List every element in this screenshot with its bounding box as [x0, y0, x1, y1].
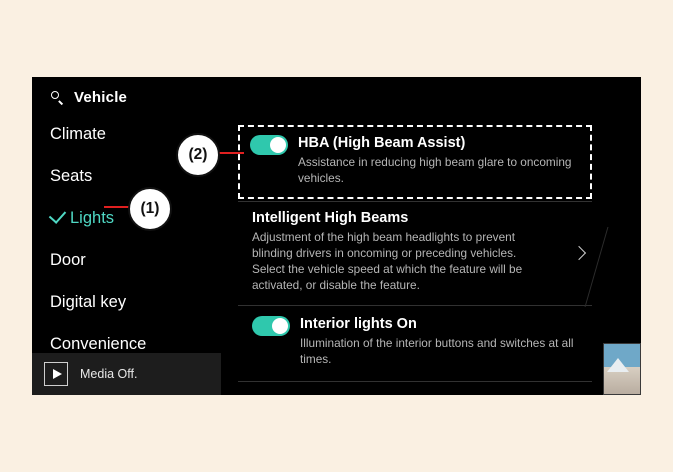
sidebar-item-digital-key[interactable]: [32, 281, 232, 323]
interior-lights-title: Interior lights On: [300, 316, 417, 332]
sidebar-item-label: Convenience: [50, 334, 147, 353]
search-icon: [50, 90, 65, 105]
callout-leader-line: [104, 206, 130, 208]
chevron-right-icon[interactable]: [572, 246, 586, 260]
setting-row-hba[interactable]: [238, 125, 592, 199]
callout-1: (1): [128, 187, 172, 231]
setting-row-intelligent-high-beams[interactable]: [238, 210, 592, 294]
ihb-description: Adjustment of the high beam headlights to prevent blinding drivers in oncoming or preceding vehicles. Select the vehicle speed at which the feature will be activated, or disable the feature.: [252, 230, 523, 292]
media-thumbnail[interactable]: [603, 343, 641, 395]
callout-leader-line: [216, 152, 244, 154]
divider: [238, 381, 592, 382]
media-status-label: Media Off.: [80, 367, 138, 381]
setting-row-interior-lights[interactable]: [238, 316, 592, 368]
divider: [238, 201, 592, 202]
callout-2: (2): [176, 133, 220, 177]
interior-lights-description: Illumination of the interior buttons and switches at all times.: [300, 336, 574, 366]
hba-description: Assistance in reducing high beam glare to oncoming vehicles.: [298, 155, 572, 185]
panel-edge-decoration: [585, 227, 641, 307]
divider: [238, 305, 592, 306]
sidebar-item-label: Seats: [50, 166, 93, 185]
sidebar-item-label: Digital key: [50, 292, 127, 311]
search-bar[interactable]: [50, 89, 127, 106]
infotainment-screen: [32, 77, 641, 395]
search-label: Vehicle: [74, 89, 128, 106]
media-status-bar[interactable]: [32, 353, 221, 395]
interior-lights-toggle[interactable]: [252, 316, 290, 336]
sidebar-item-label: Lights: [70, 208, 115, 227]
check-icon: [49, 206, 66, 224]
hba-toggle[interactable]: [250, 135, 288, 155]
settings-sidebar: [32, 77, 232, 395]
ihb-title: Intelligent High Beams: [252, 210, 409, 226]
settings-content: [238, 77, 641, 395]
sidebar-item-label: Climate: [50, 124, 106, 143]
sidebar-item-door[interactable]: [32, 239, 232, 281]
hba-title: HBA (High Beam Assist): [298, 135, 466, 151]
sidebar-item-label: Door: [50, 250, 86, 269]
play-icon[interactable]: [44, 362, 68, 386]
